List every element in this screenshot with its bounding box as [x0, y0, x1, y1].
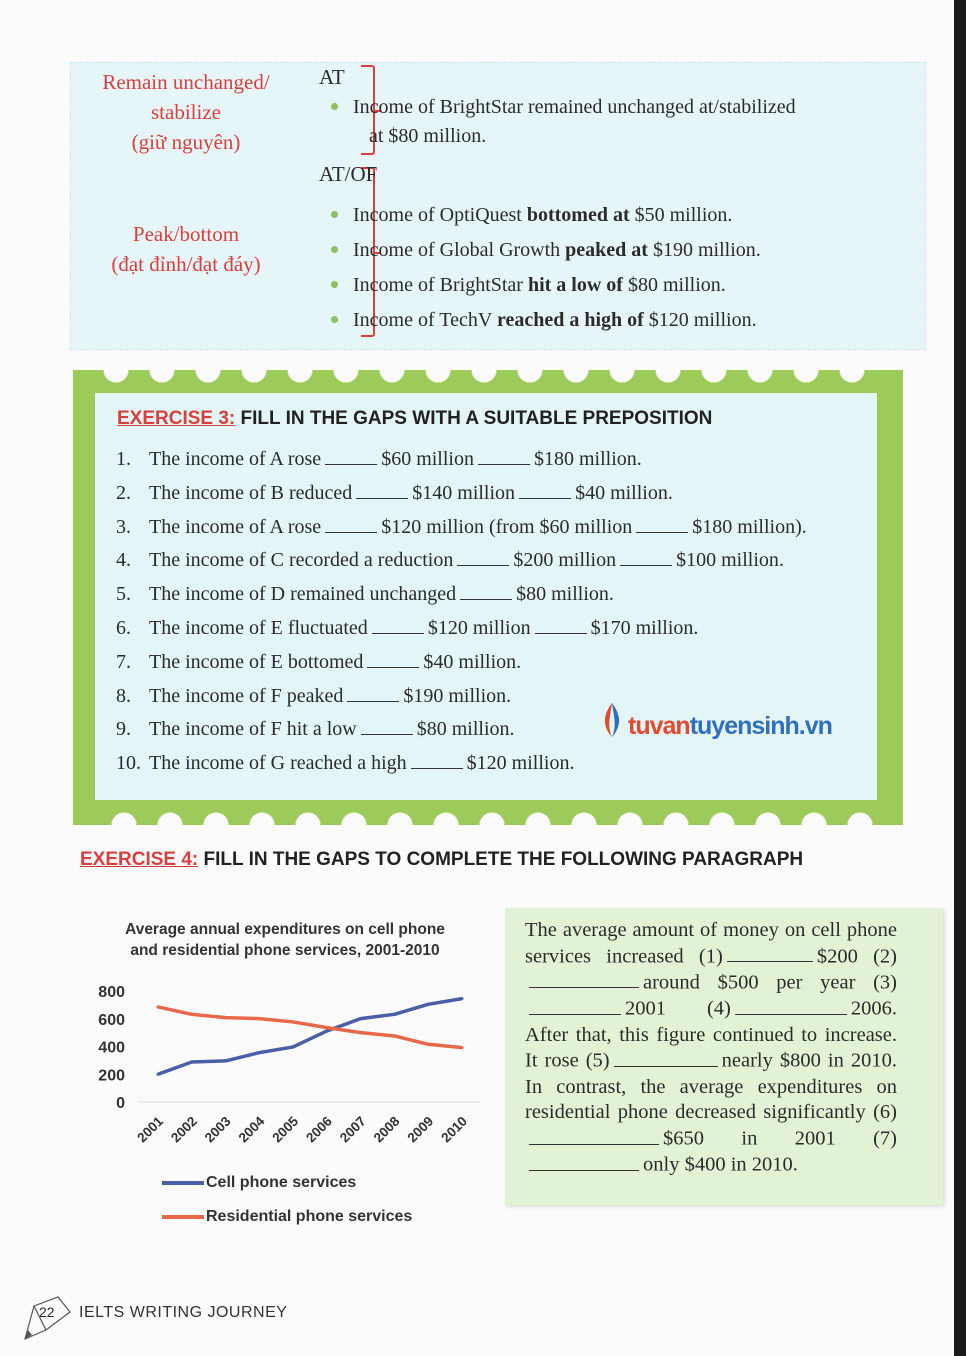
line-chart [70, 910, 490, 1240]
item-text: $60 million [381, 448, 474, 470]
exercise-title: FILL IN THE GAPS TO COMPLETE THE FOLLOWING PARAGRAPH [198, 849, 804, 870]
legend-swatch [162, 1215, 204, 1219]
example-text: Income of Global Growth [353, 239, 566, 261]
item-text: $100 million. [676, 549, 784, 572]
data-point [393, 1034, 396, 1037]
example-text: $80 million. [622, 274, 726, 296]
category-line: (giữ nguyên) [131, 130, 241, 154]
item-number: 9. [116, 718, 131, 741]
example-text: $50 million. [629, 204, 733, 226]
item-number: 10. [116, 752, 141, 775]
x-tick-label: 2004 [235, 1113, 268, 1146]
example-item [331, 271, 726, 300]
data-point [224, 1059, 227, 1062]
gap-blank[interactable] [614, 1048, 718, 1066]
chart-title-line: Average annual expenditures on cell phone [125, 921, 445, 938]
example-text: $190 million. [647, 239, 761, 261]
example-text: $120 million. [643, 309, 757, 331]
item-number: 5. [116, 583, 131, 606]
paragraph-text: only $400 in 2010. [643, 1153, 798, 1176]
item-number: 3. [116, 515, 131, 538]
example-item [331, 93, 796, 151]
data-point [393, 1013, 396, 1016]
exercise-label: EXERCISE 3: [117, 408, 236, 429]
series-line-residential [158, 1007, 462, 1048]
example-text: Income of BrightStar [353, 274, 528, 296]
data-point [359, 1031, 362, 1034]
exercise-item [116, 682, 511, 708]
data-point [224, 1016, 227, 1019]
example-text: Income of BrightStar remained unchanged at/stabilized [353, 96, 796, 118]
exercise-label: EXERCISE 4: [80, 849, 199, 870]
x-tick-label: 2008 [370, 1113, 403, 1146]
gap-blank[interactable] [457, 546, 509, 566]
item-text: $200 million [513, 549, 617, 572]
paragraph-text: around $500 per year (3) [643, 971, 897, 994]
legend-label: Residential phone services [206, 1208, 413, 1225]
item-text: $190 million. [403, 684, 512, 707]
y-tick-label: 200 [98, 1067, 125, 1085]
x-tick-label: 2010 [438, 1113, 471, 1146]
exercise-title: FILL IN THE GAPS WITH A SUITABLE PREPOSITION [235, 408, 713, 429]
item-number: 8. [116, 684, 131, 707]
gap-blank[interactable] [636, 513, 688, 533]
gap-blank[interactable] [727, 944, 813, 962]
exercise-item [116, 513, 807, 539]
item-text: $120 million (from $60 million [381, 515, 633, 538]
item-text: The income of G reached a high [149, 752, 407, 775]
category-line: stabilize [151, 100, 221, 124]
gap-blank[interactable] [356, 479, 408, 499]
item-text: $140 million [412, 481, 516, 504]
paragraph-text: 2006. After that, this figure continued to increase. It rose (5) [525, 997, 897, 1072]
example-keyword: hit a low of [527, 274, 623, 296]
example-text: Income of OptiQuest [353, 204, 527, 226]
gap-blank[interactable] [535, 614, 587, 634]
book-title: IELTS WRITING JOURNEY [79, 1304, 288, 1321]
item-text: $40 million. [423, 650, 522, 673]
item-text: The income of F peaked [149, 684, 344, 707]
series-line-cell-phone [158, 999, 462, 1075]
x-tick-label: 2002 [168, 1113, 200, 1146]
watermark-text: tuvan [628, 712, 690, 740]
paragraph-text: nearly $800 in 2010. In contrast, the average expenditures on residential phone decreased significantly (6) [525, 1049, 897, 1124]
data-point [258, 1051, 261, 1054]
example-text: Income of TechV [353, 309, 497, 331]
category-peak-bottom [81, 219, 291, 279]
data-point [461, 997, 464, 1000]
y-tick-label: 800 [98, 984, 125, 1001]
item-text: $80 million. [416, 718, 515, 741]
watermark-text: tuyensinh.vn [689, 712, 832, 740]
item-text: $180 million). [692, 515, 807, 538]
gap-blank[interactable] [529, 970, 639, 988]
item-text: The income of D remained unchanged [149, 583, 457, 606]
item-text: The income of F hit a low [149, 718, 357, 741]
gap-blank[interactable] [735, 996, 847, 1014]
data-point [292, 1020, 295, 1023]
exercise-item [116, 614, 698, 640]
item-number: 6. [116, 617, 131, 639]
paragraph-note [505, 908, 943, 1205]
data-point [325, 1026, 328, 1029]
example-item [331, 236, 761, 265]
gap-blank[interactable] [361, 715, 413, 735]
paragraph-text: The average amount of money on cell phone services increased (1) [525, 919, 897, 968]
example-keyword: reached a high of [496, 309, 644, 331]
x-tick-label: 2001 [134, 1113, 167, 1146]
data-point [258, 1017, 261, 1020]
data-point [461, 1046, 464, 1049]
stamp-edge [93, 370, 883, 384]
category-line: Remain unchanged/ [102, 70, 270, 94]
legend-item-residential [162, 1208, 412, 1226]
item-text: $170 million. [590, 617, 699, 639]
gap-blank[interactable] [347, 682, 399, 702]
exercise-item [116, 445, 642, 471]
item-text: The income of E bottomed [149, 650, 364, 673]
preposition-table [70, 62, 926, 350]
item-text: $180 million. [533, 448, 642, 470]
item-number: 4. [116, 549, 131, 572]
exercise-item [116, 749, 574, 775]
exercise-item [116, 648, 521, 674]
item-text: $40 million. [575, 481, 673, 504]
x-tick-label: 2009 [404, 1113, 437, 1146]
data-point [325, 1029, 328, 1032]
example-keyword: bottomed at [526, 204, 630, 226]
gap-blank[interactable] [519, 479, 571, 499]
data-point [190, 1013, 193, 1016]
item-text: The income of A rose [149, 448, 322, 470]
data-point [292, 1045, 295, 1048]
gap-blank[interactable] [325, 513, 377, 533]
preposition-label: AT [319, 65, 345, 89]
example-item [331, 201, 732, 230]
item-text: The income of C recorded a reduction [149, 549, 454, 572]
gap-blank[interactable] [367, 648, 419, 668]
gap-blank[interactable] [460, 580, 512, 600]
data-point [190, 1061, 193, 1064]
example-text: at $80 million. [369, 125, 487, 147]
chart-title-line: and residential phone services, 2001-2010 [130, 942, 440, 959]
bullet-icon [331, 103, 338, 110]
item-number: 7. [116, 650, 131, 673]
data-point [157, 1005, 160, 1008]
gap-blank[interactable] [325, 445, 377, 465]
legend-item-cell [162, 1174, 356, 1192]
item-text: $120 million [427, 617, 531, 639]
gap-blank[interactable] [620, 546, 672, 566]
gap-blank[interactable] [411, 749, 463, 769]
exercise3-heading [117, 408, 712, 430]
item-number: 1. [116, 448, 131, 470]
data-point [427, 1003, 430, 1006]
page-edge [954, 0, 966, 1356]
item-text: The income of B reduced [149, 481, 353, 504]
preposition-label: AT/OF [319, 162, 378, 186]
bullet-icon [331, 316, 338, 323]
bullet-icon [331, 246, 338, 253]
bullet-icon [331, 281, 338, 288]
example-item [331, 306, 757, 335]
x-tick-label: 2005 [269, 1113, 302, 1146]
paragraph-text: $200 (2) [816, 945, 898, 968]
paragraph-text: 2001 (4) [625, 997, 731, 1020]
x-tick-label: 2006 [303, 1113, 336, 1146]
item-text: The income of E fluctuated [149, 617, 368, 639]
data-point [157, 1073, 160, 1076]
watermark-logo-icon [600, 700, 624, 740]
gap-blank[interactable] [478, 445, 530, 465]
legend-label: Cell phone services [206, 1174, 357, 1191]
y-tick-label: 600 [98, 1011, 125, 1029]
gap-blank[interactable] [372, 614, 424, 634]
category-remain-unchanged [81, 67, 291, 157]
paragraph-text: $650 in 2001 (7) [663, 1127, 897, 1150]
example-keyword: peaked at [565, 239, 648, 261]
exercise-item [116, 580, 614, 606]
exercise-item [116, 479, 673, 505]
exercise4-heading [80, 849, 803, 871]
x-tick-label: 2003 [201, 1113, 234, 1146]
data-point [359, 1017, 362, 1020]
exercise-item [116, 546, 784, 572]
item-text: $80 million. [516, 583, 614, 606]
legend-swatch [162, 1181, 204, 1185]
gap-blank[interactable] [529, 1152, 639, 1170]
y-tick-label: 400 [98, 1039, 125, 1057]
gap-blank[interactable] [529, 1126, 659, 1144]
x-tick-label: 2007 [336, 1113, 369, 1146]
bullet-icon [331, 211, 338, 218]
page-number: 22 [39, 1304, 55, 1320]
item-text: The income of A rose [149, 515, 322, 538]
category-line: (đạt đỉnh/đạt đáy) [111, 252, 261, 276]
category-line: Peak/bottom [132, 222, 240, 246]
data-point [427, 1043, 430, 1046]
gap-blank[interactable] [529, 996, 621, 1014]
stamp-edge [93, 811, 883, 825]
exercise-item [116, 715, 515, 741]
y-tick-label: 0 [116, 1095, 125, 1112]
item-text: $120 million. [466, 752, 575, 775]
item-number: 2. [116, 481, 131, 504]
